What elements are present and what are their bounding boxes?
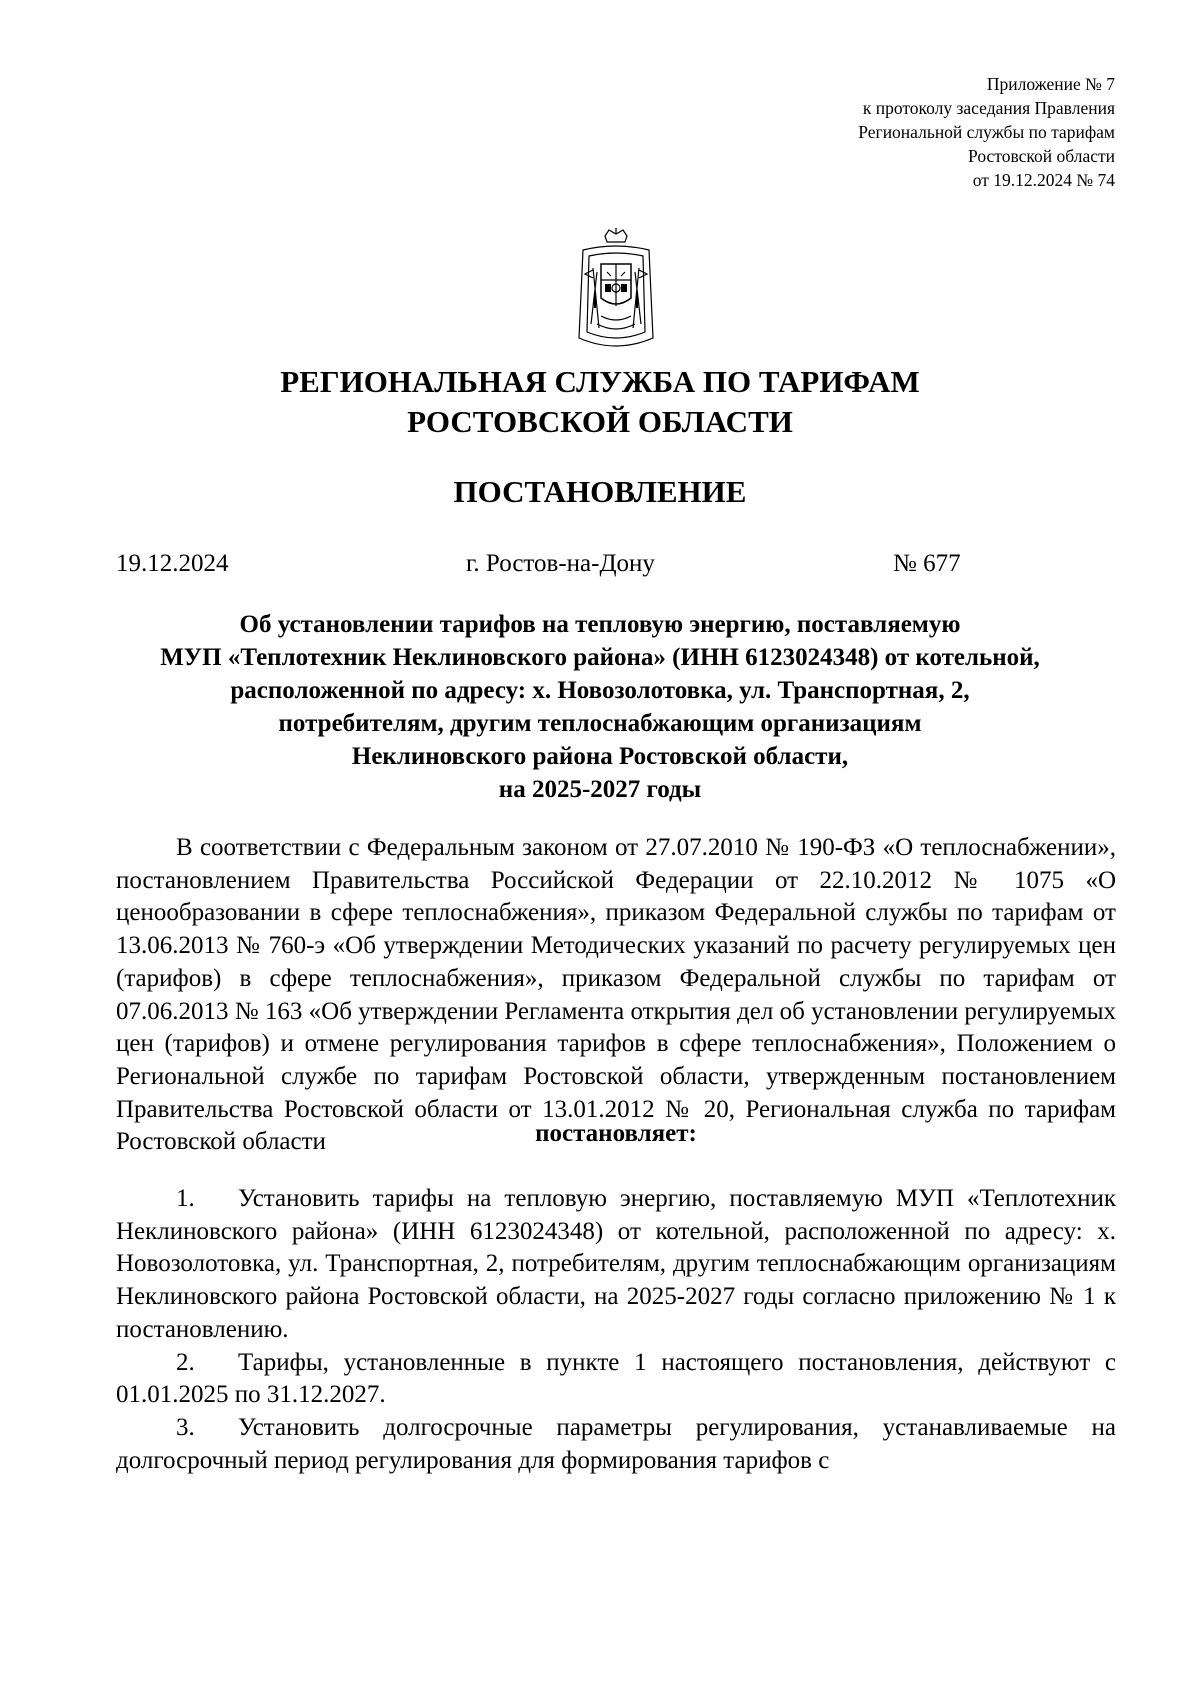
appendix-line: к протоколу заседания Правления bbox=[862, 98, 1115, 118]
decree-item-text: Установить долгосрочные параметры регулирования, устанавливаемые на долгосрочный период регулирования для формирования тарифов с bbox=[116, 1413, 1116, 1474]
decree-word: постановляет: bbox=[535, 1120, 697, 1147]
organization-title-line: РЕГИОНАЛЬНАЯ СЛУЖБА ПО ТАРИФАМ bbox=[280, 364, 920, 399]
document-subject bbox=[100, 608, 1100, 806]
decree-item-text: Тарифы, установленные в пункте 1 настоящего постановления, действуют с 01.01.2025 по 31.12.2027. bbox=[116, 1348, 1116, 1409]
decree-items bbox=[116, 1183, 1116, 1477]
appendix-line: Ростовской области bbox=[968, 146, 1115, 166]
subject-line: Об установлении тарифов на тепловую энергию, поставляемую bbox=[239, 611, 961, 638]
decree-item-number: 1. bbox=[176, 1185, 195, 1212]
subject-line: МУП «Теплотехник Неклиновского района» (ИНН 6123024348) от котельной, bbox=[160, 644, 1040, 671]
subject-line: Неклиновского района Ростовской области, bbox=[351, 743, 849, 770]
document-type: ПОСТАНОВЛЕНИЕ bbox=[453, 474, 747, 509]
organization-title-line: РОСТОВСКОЙ ОБЛАСТИ bbox=[407, 404, 793, 439]
decree-item bbox=[116, 1183, 1116, 1347]
document-number: № 677 bbox=[893, 550, 961, 577]
subject-line: потребителям, другим теплоснабжающим организациям bbox=[278, 710, 922, 737]
decree-item-number: 2. bbox=[176, 1348, 195, 1376]
preamble-paragraph: В соответствии с Федеральным законом от 27.07.2010 № 190-ФЗ «О теплоснабжении», постановлением Правительства Российской Федерации от 22.10.2012 № 1075 «О ценообразовании в сфере теплоснабжения», приказом Федеральной службы по тарифам от 13.06.2013 № 760-э «Об утверждении Методических указаний по расчету регулируемых цен (тарифов) в сфере теплоснабжения», приказом Федеральной службы по тарифам от 07.06.2013 № 163 «Об утверждении Регламента открытия дел об установлении регулируемых цен (тарифов) и отмене регулирования тарифов в сфере теплоснабжения», Положением о Региональной службе по тарифам Ростовской области, утвержденным постановлением Правительства Ростовской области от 13.01.2012 № 20, Региональная служба по тарифам Ростовской области bbox=[116, 834, 1116, 1156]
subject-line: на 2025-2027 годы bbox=[498, 776, 702, 803]
appendix-line: Региональной службы по тарифам bbox=[858, 122, 1115, 142]
appendix-line: Приложение № 7 bbox=[986, 74, 1115, 94]
decree-item-number: 3. bbox=[176, 1413, 195, 1441]
decree-item bbox=[116, 1347, 1116, 1412]
appendix-note bbox=[858, 72, 1115, 192]
document-city: г. Ростов-на-Дону bbox=[466, 550, 655, 577]
decree-item bbox=[116, 1412, 1116, 1477]
coat-of-arms-icon bbox=[561, 228, 671, 358]
appendix-line: от 19.12.2024 № 74 bbox=[972, 170, 1115, 190]
organization-title bbox=[100, 362, 1100, 442]
decree-item-text: Установить тарифы на тепловую энергию, поставляемую МУП «Теплотехник Неклиновского района» (ИНН 6123024348) от котельной, расположенной по адресу: х. Новозолотовка, ул. Транспортная, 2, потребителям, другим теплоснабжающим организациям Неклиновского района Ростовской области, на 2025-2027 годы согласно приложению № 1 к постановлению. bbox=[116, 1185, 1116, 1343]
subject-line: расположенной по адресу: х. Новозолотовка, ул. Транспортная, 2, bbox=[230, 677, 970, 704]
document-date: 19.12.2024 bbox=[116, 550, 229, 577]
